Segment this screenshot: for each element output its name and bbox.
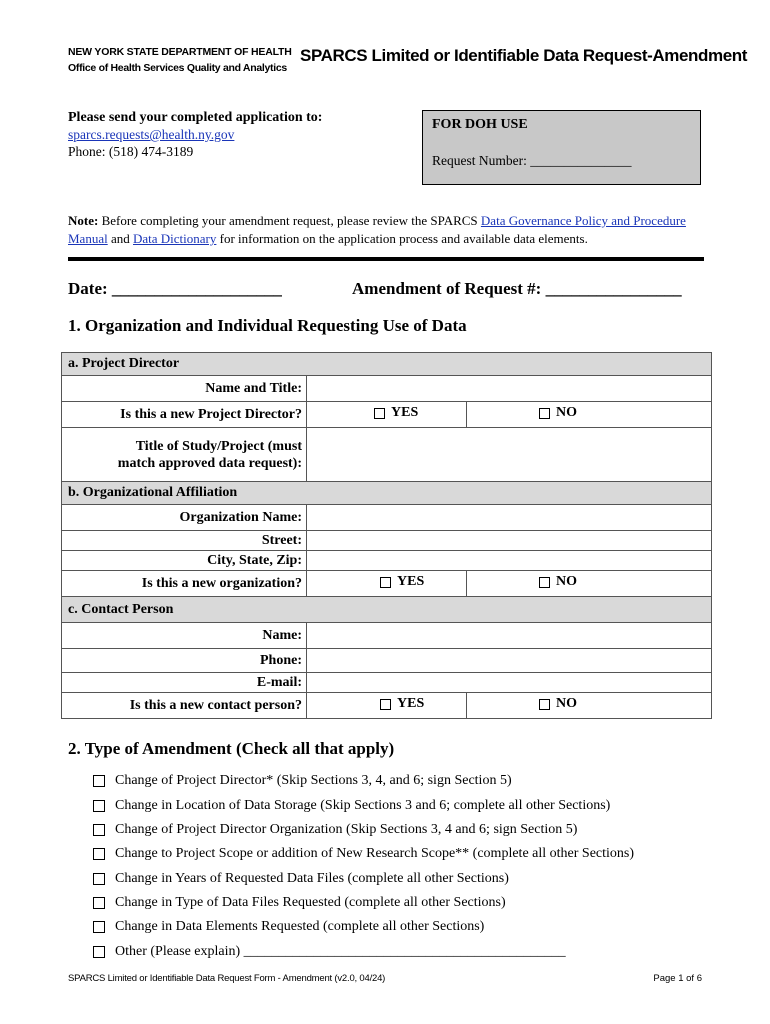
new-contact-yes[interactable] — [307, 693, 467, 719]
checkbox-icon[interactable] — [93, 873, 105, 885]
no-label: NO — [556, 405, 577, 421]
note-text-3: for information on the application process and available data elements. — [219, 231, 588, 246]
amendment-option-label: Change in Years of Requested Data Files (complete all other Sections) — [115, 871, 509, 886]
org-affiliation-subhead: b. Organizational Affiliation — [62, 482, 712, 505]
doh-use-title: FOR DOH USE — [432, 117, 528, 132]
amendment-request-field[interactable]: Amendment of Request #: ________________ — [352, 279, 682, 298]
amendment-option-label: Change in Type of Data Files Requested (complete all other Sections) — [115, 895, 506, 910]
section2-heading: 2. Type of Amendment (Check all that apply) — [68, 739, 395, 758]
divider-rule — [68, 257, 704, 261]
contact-email-label: E-mail: — [62, 673, 307, 693]
note-label: Note: — [68, 213, 99, 228]
amendment-option-label: Change in Location of Data Storage (Skip Sections 3 and 6; complete all other Sections) — [115, 798, 611, 813]
amendment-option-label: Change of Project Director* (Skip Sections 3, 4, and 6; sign Section 5) — [115, 773, 512, 788]
no-label: NO — [556, 574, 577, 590]
name-title-label: Name and Title: — [62, 376, 307, 402]
new-contact-label: Is this a new contact person? — [62, 693, 307, 719]
contact-email-input[interactable] — [307, 673, 712, 693]
study-title-line-1: Title of Study/Project (must — [135, 438, 302, 454]
form-title: SPARCS Limited or Identifiable Data Request-Amendment — [300, 46, 747, 65]
checkbox-icon[interactable] — [380, 699, 391, 710]
amendment-option[interactable] — [93, 871, 509, 887]
org-name-input[interactable] — [307, 505, 712, 531]
contact-person-subhead: c. Contact Person — [62, 597, 712, 623]
contact-phone-label: Phone: — [62, 649, 307, 673]
amendment-option-label: Change to Project Scope or addition of New Research Scope** (complete all other Sections) — [115, 846, 635, 861]
department-name: NEW YORK STATE DEPARTMENT OF HEALTH — [68, 46, 292, 58]
checkbox-icon[interactable] — [93, 824, 105, 836]
checkbox-icon[interactable] — [374, 408, 385, 419]
yes-label: YES — [397, 574, 425, 590]
send-heading: Please send your completed application to: — [68, 110, 323, 125]
amendment-option[interactable] — [93, 822, 577, 838]
checkbox-icon[interactable] — [93, 848, 105, 860]
contact-name-input[interactable] — [307, 623, 712, 649]
study-title-line-2: match approved data request): — [117, 455, 302, 471]
amendment-option[interactable] — [93, 846, 634, 862]
amendment-option[interactable] — [93, 944, 566, 960]
checkbox-icon[interactable] — [93, 921, 105, 933]
amendment-option[interactable] — [93, 895, 506, 911]
checkbox-icon[interactable] — [93, 800, 105, 812]
street-label: Street: — [62, 531, 307, 551]
governance-policy-link[interactable]: Data Governance Policy and Procedure Manual — [68, 213, 686, 246]
checkbox-icon[interactable] — [93, 897, 105, 909]
new-org-yes[interactable] — [307, 571, 467, 597]
doh-request-number: Request Number: _______________ — [432, 153, 632, 168]
checkbox-icon[interactable] — [539, 577, 550, 588]
footer-page-number: Page 1 of 6 — [653, 973, 702, 984]
note-paragraph — [68, 212, 708, 248]
amendment-option-label: Change in Data Elements Requested (complete all other Sections) — [115, 919, 485, 934]
new-director-yes[interactable] — [307, 402, 467, 428]
yes-label: YES — [397, 696, 425, 712]
new-org-label: Is this a new organization? — [62, 571, 307, 597]
send-email-link[interactable]: sparcs.requests@health.ny.gov — [68, 127, 235, 142]
amendment-option-label: Other (Please explain) ______________________________________________ — [115, 944, 566, 959]
street-input[interactable] — [307, 531, 712, 551]
name-title-input[interactable] — [307, 376, 712, 402]
new-director-no[interactable] — [467, 402, 712, 428]
amendment-option[interactable] — [93, 798, 610, 814]
new-director-label: Is this a new Project Director? — [62, 402, 307, 428]
date-field[interactable]: Date: ____________________ — [68, 279, 282, 298]
contact-phone-input[interactable] — [307, 649, 712, 673]
checkbox-icon[interactable] — [539, 699, 550, 710]
no-label: NO — [556, 696, 577, 712]
amendment-option[interactable] — [93, 919, 484, 935]
checkbox-icon[interactable] — [93, 775, 105, 787]
new-contact-no[interactable] — [467, 693, 712, 719]
new-org-no[interactable] — [467, 571, 712, 597]
contact-name-label: Name: — [62, 623, 307, 649]
amendment-option-label: Change of Project Director Organization (Skip Sections 3, 4 and 6; sign Section 5) — [115, 822, 578, 837]
org-name-label: Organization Name: — [62, 505, 307, 531]
project-director-subhead: a. Project Director — [62, 353, 712, 376]
yes-label: YES — [391, 405, 419, 421]
section1-table — [61, 352, 712, 719]
city-input[interactable] — [307, 551, 712, 571]
checkbox-icon[interactable] — [93, 946, 105, 958]
amendment-option[interactable] — [93, 773, 512, 789]
note-text-1: Before completing your amendment request, please review the SPARCS — [101, 213, 478, 228]
office-name: Office of Health Services Quality and Analytics — [68, 62, 287, 74]
checkbox-icon[interactable] — [380, 577, 391, 588]
checkbox-icon[interactable] — [539, 408, 550, 419]
note-text-2: and — [110, 231, 130, 246]
send-phone: Phone: (518) 474-3189 — [68, 144, 194, 159]
study-title-input[interactable] — [307, 428, 712, 482]
study-title-label — [62, 428, 307, 482]
data-dictionary-link[interactable]: Data Dictionary — [133, 231, 217, 246]
city-label: City, State, Zip: — [62, 551, 307, 571]
section1-heading: 1. Organization and Individual Requesting Use of Data — [68, 316, 467, 335]
footer-form-version: SPARCS Limited or Identifiable Data Request Form - Amendment (v2.0, 04/24) — [68, 973, 386, 984]
